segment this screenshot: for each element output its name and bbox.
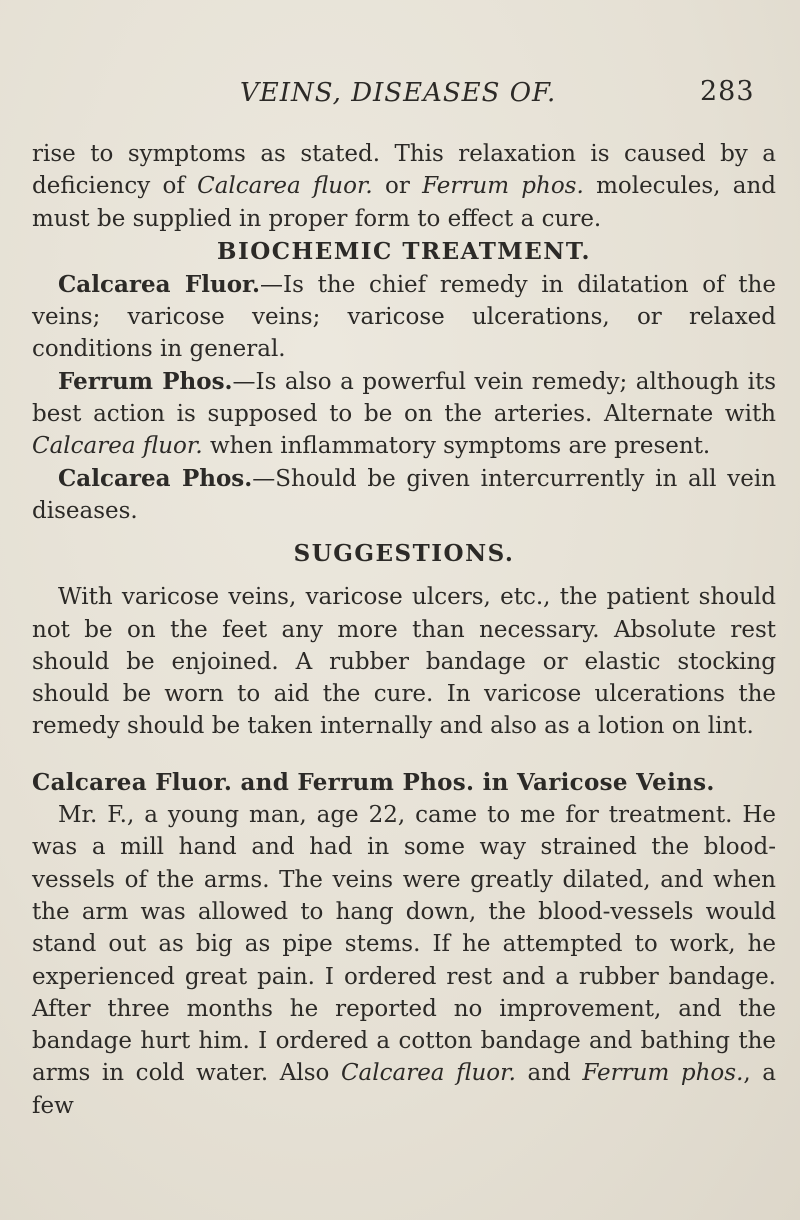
case-heading: Calcarea Fluor. and Ferrum Phos. in Varicose Veins. bbox=[32, 768, 715, 796]
suggestions-heading: SUGGESTIONS. bbox=[293, 540, 515, 568]
calcarea-phos-paragraph bbox=[32, 463, 776, 528]
ferrum-phos-italic: Calcarea fluor. bbox=[32, 433, 203, 460]
calcarea-fluor-paragraph bbox=[32, 269, 776, 366]
suggestions-paragraph: With varicose veins, varicose ulcers, etc., the patient should not be on the feet any more than necessary. Absolute rest should be enjoined. A rubber bandage or elastic stocking should be worn to aid the cure. In varicose ulcerations the remedy should be taken internally and also as a lotion on lint. bbox=[32, 584, 776, 740]
intro-line: rise to symptoms as stated. This relaxation is caused by a deficiency of bbox=[32, 141, 776, 200]
intro-remedy-1: Calcarea fluor. bbox=[197, 173, 373, 200]
case-italic-1: Calcarea fluor. bbox=[340, 1060, 516, 1087]
page-number: 283 bbox=[700, 76, 755, 107]
case-text: Mr. F., a young man, age 22, came to me for treatment. He was a mill hand and had in some way strained the blood-vessels of the arms. The veins were greatly dilated, and when the arm was allowed to hang down, the blood-vessels would stand out as big as pipe stems. If he attempted to work, he experienced great pain. I ordered rest and a rubber bandage. After three months he reported no improvement, and the bandage hurt him. I ordered a cotton bandage and bathing the arms in cold water. Also bbox=[32, 802, 776, 1087]
intro-rest: molecules, and must be supplied in proper form to effect a cure. bbox=[32, 173, 776, 232]
calcarea-fluor-text: —Is the chief remedy in dilatation of the veins; varicose veins; varicose ulcerations, or relaxed conditions in general. bbox=[32, 271, 776, 363]
intro-or: or bbox=[372, 173, 423, 200]
body-text bbox=[32, 138, 776, 1122]
case-and: and bbox=[515, 1060, 583, 1087]
intro-remedy-2: Ferrum phos. bbox=[422, 173, 584, 200]
ferrum-phos-text: —Is also a powerful vein remedy; although its best action is supposed to be on the arteries. Alternate with bbox=[32, 368, 776, 428]
intro-paragraph bbox=[32, 138, 776, 235]
case-tail: , a few bbox=[32, 1060, 777, 1119]
ferrum-phos-tail: when inflammatory symptoms are present. bbox=[202, 433, 711, 460]
ferrum-phos-name: Ferrum Phos. bbox=[58, 367, 233, 395]
case-italic-2: Ferrum phos. bbox=[582, 1060, 744, 1087]
calcarea-phos-text: —Should be given intercurrently in all vein diseases. bbox=[32, 465, 777, 524]
calcarea-fluor-name: Calcarea Fluor. bbox=[58, 270, 261, 298]
calcarea-phos-name: Calcarea Phos. bbox=[58, 464, 253, 492]
ferrum-phos-paragraph bbox=[32, 366, 776, 463]
case-paragraph bbox=[32, 799, 776, 1122]
biochemic-heading: BIOCHEMIC TREATMENT. bbox=[217, 237, 591, 265]
running-head: VEINS, DISEASES OF. bbox=[240, 78, 557, 108]
